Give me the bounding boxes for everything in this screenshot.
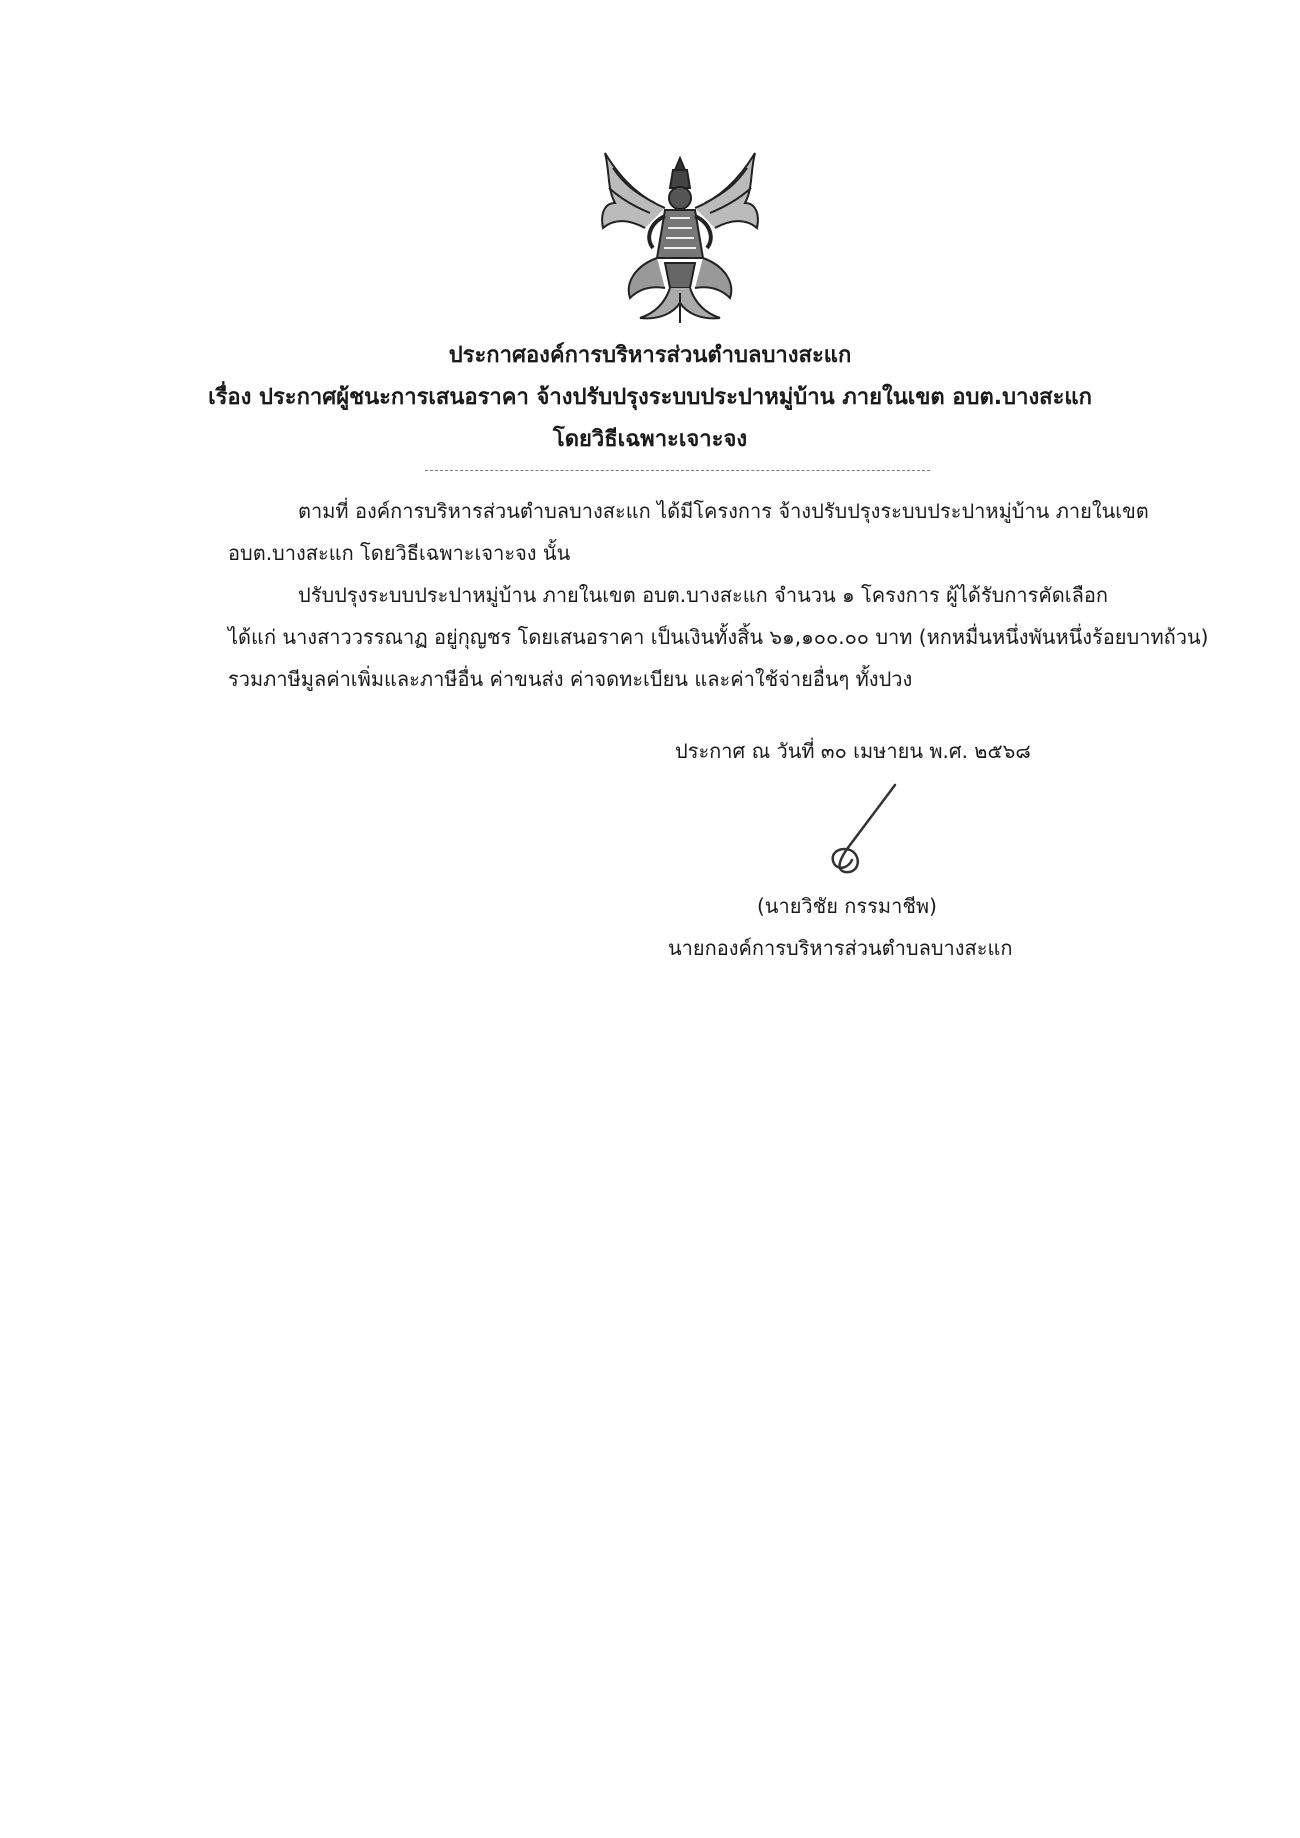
title-line-3: โดยวิธีเฉพาะเจาะจง xyxy=(552,427,748,452)
handwritten-signature-icon xyxy=(800,780,910,880)
paragraph-1-line-2: อบต.บางสะแก โดยวิธีเฉพาะเจาะจง นั้น xyxy=(228,541,571,565)
title-line-1: ประกาศองค์การบริหารส่วนตำบลบางสะแก xyxy=(448,343,852,368)
paragraph-2-line-1: ปรับปรุงระบบประปาหมู่บ้าน ภายในเขต อบต.บางสะแก จำนวน ๑ โครงการ ผู้ได้รับการคัดเลือก xyxy=(298,583,1108,607)
paragraph-2-line-3: รวมภาษีมูลค่าเพิ่มและภาษีอื่น ค่าขนส่ง ค่าจดทะเบียน และค่าใช้จ่ายอื่นๆ ทั้งปวง xyxy=(228,667,913,691)
signer-position: นายกองค์การบริหารส่วนตำบลบางสะแก xyxy=(668,936,1013,960)
announcement-title xyxy=(0,335,1300,461)
announcement-date: ประกาศ ณ วันที่ ๓๐ เมษายน พ.ศ. ๒๕๖๘ xyxy=(675,739,1031,763)
garuda-emblem-icon xyxy=(595,148,765,328)
title-line-2: เรื่อง ประกาศผู้ชนะการเสนอราคา จ้างปรับปรุงระบบประปาหมู่บ้าน ภายในเขต อบต.บางสะแก xyxy=(208,385,1092,410)
signature-date-block xyxy=(660,730,1080,772)
paragraph-1-line-1: ตามที่ องค์การบริหารส่วนตำบลบางสะแก ได้มีโครงการ จ้างปรับปรุงระบบประปาหมู่บ้าน ภายในเขต xyxy=(298,499,1149,523)
signer-name: (นายวิชัย กรรมาชีพ) xyxy=(757,894,937,918)
announcement-body xyxy=(228,490,1209,700)
paragraph-2-line-2: ได้แก่ นางสาววรรณาฏ อยู่กุญชร โดยเสนอราคา เป็นเงินทั้งสิ้น ๖๑,๑๐๐.๐๐ บาท (หกหมื่นหนึ่งพันหนึ่งร้อยบาทถ้วน) xyxy=(228,625,1209,649)
title-divider xyxy=(425,470,930,471)
